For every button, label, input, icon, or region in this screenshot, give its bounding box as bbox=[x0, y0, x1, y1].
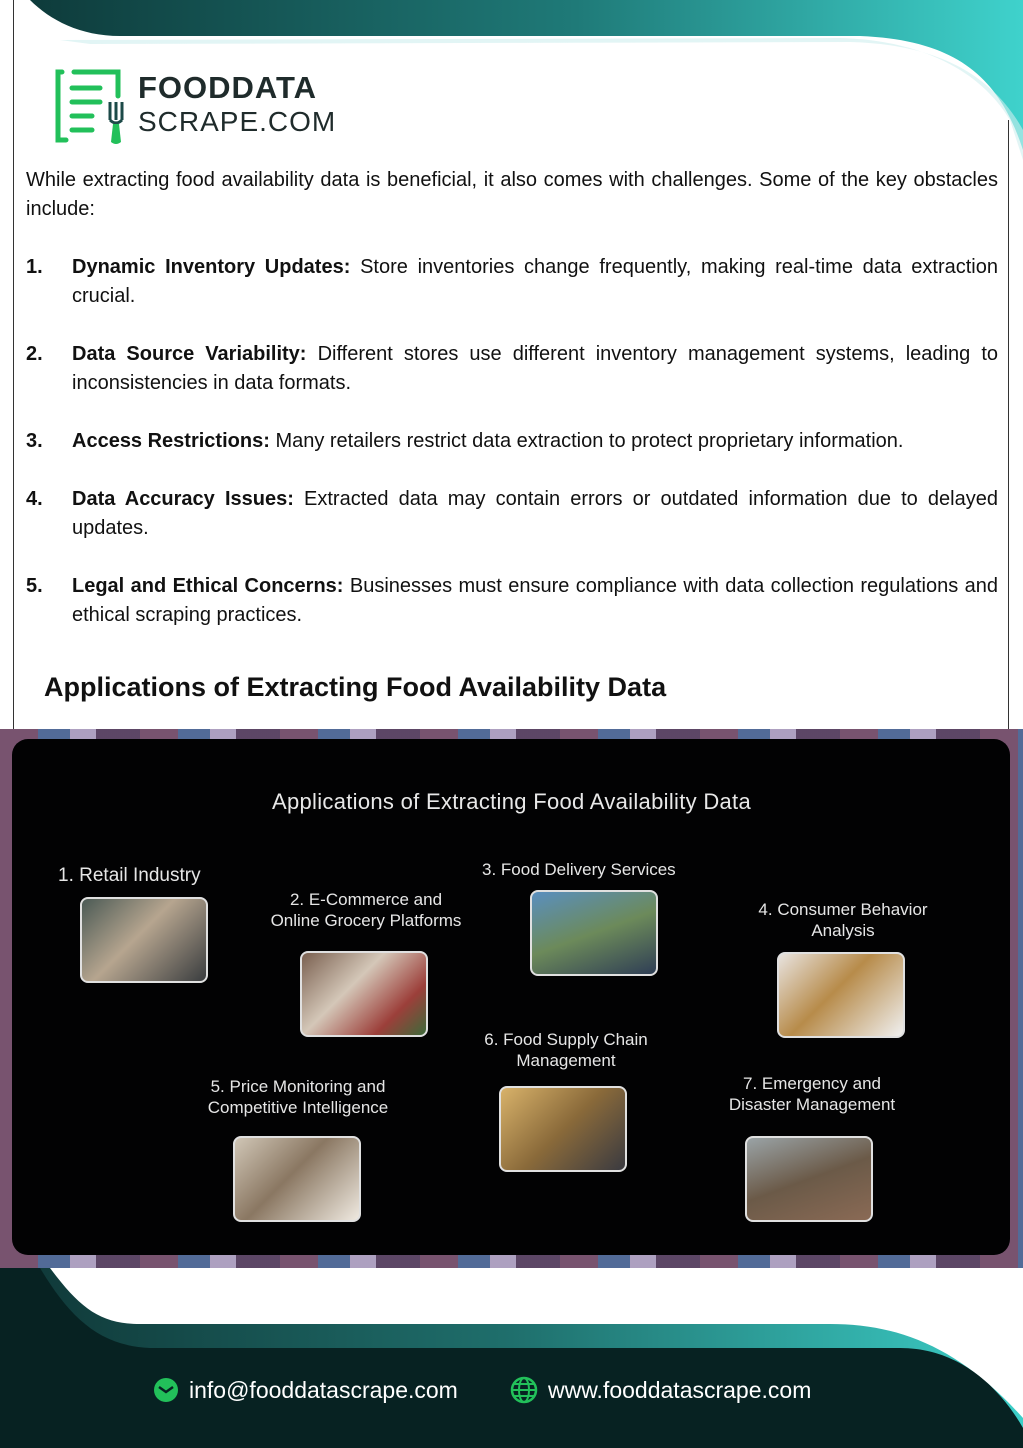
info-label-delivery: 3. Food Delivery Services bbox=[482, 860, 676, 879]
list-text: Different stores use different inventory management systems, leading to inconsistencies in data formats. bbox=[72, 343, 999, 394]
emergency-photo bbox=[745, 1136, 873, 1222]
list-text: Extracted data may contain errors or outdated information due to delayed updates. bbox=[72, 488, 998, 539]
list-item bbox=[26, 572, 998, 630]
website-text: www.fooddatascrape.com bbox=[548, 1376, 812, 1403]
page-border-right bbox=[1008, 120, 1009, 730]
email-text: info@fooddatascrape.com bbox=[189, 1376, 458, 1403]
list-item bbox=[26, 253, 998, 311]
list-item bbox=[26, 427, 998, 456]
section-heading: Applications of Extracting Food Availability Data bbox=[44, 672, 667, 702]
list-text: Businesses must ensure compliance with data collection regulations and ethical scraping practices. bbox=[72, 575, 999, 626]
list-number: 3. bbox=[26, 430, 43, 452]
footer-decoration bbox=[0, 1268, 1023, 1448]
article-body bbox=[26, 166, 998, 659]
info-label-consumer: 4. Consumer Behavior Analysis bbox=[758, 900, 928, 940]
info-label-supply: 6. Food Supply Chain Management bbox=[484, 1030, 648, 1070]
list-text: Many retailers restrict data extraction to protect proprietary information. bbox=[275, 430, 904, 452]
list-term: Data Source Variability: bbox=[72, 343, 307, 365]
intro-paragraph: While extracting food availability data is beneficial, it also comes with challenges. Some of the key obstacles include: bbox=[26, 169, 998, 220]
list-item bbox=[26, 485, 998, 543]
price-photo bbox=[233, 1136, 361, 1222]
info-label-price: 5. Price Monitoring and Competitive Intelligence bbox=[207, 1077, 389, 1117]
list-number: 2. bbox=[26, 343, 43, 365]
ecommerce-photo bbox=[300, 951, 428, 1037]
footer-email[interactable] bbox=[153, 1374, 458, 1406]
list-number: 4. bbox=[26, 488, 43, 510]
page-border-left bbox=[13, 0, 14, 730]
challenges-list bbox=[26, 253, 998, 630]
brand-name-line2: SCRAPE.COM bbox=[138, 106, 337, 137]
applications-infographic bbox=[0, 729, 1023, 1269]
brand-name-line1: FOODDATA bbox=[138, 70, 318, 105]
list-term: Legal and Ethical Concerns: bbox=[72, 575, 344, 597]
info-label-emergency: 7. Emergency and Disaster Management bbox=[728, 1074, 896, 1114]
info-label-ecommerce: 2. E-Commerce and Online Grocery Platforms bbox=[270, 890, 462, 930]
infographic-title: Applications of Extracting Food Availability Data bbox=[272, 789, 751, 814]
list-item bbox=[26, 340, 998, 398]
list-number: 5. bbox=[26, 575, 43, 597]
consumer-photo bbox=[777, 952, 905, 1038]
footer-website[interactable] bbox=[510, 1374, 811, 1406]
retail-photo bbox=[80, 897, 208, 983]
list-term: Access Restrictions: bbox=[72, 430, 270, 452]
brand-logo bbox=[52, 64, 352, 148]
list-term: Data Accuracy Issues: bbox=[72, 488, 294, 510]
supply-photo bbox=[499, 1086, 627, 1172]
delivery-photo bbox=[530, 890, 658, 976]
list-term: Dynamic Inventory Updates: bbox=[72, 256, 351, 278]
document-fork-icon bbox=[52, 66, 128, 144]
email-icon bbox=[153, 1377, 179, 1403]
list-number: 1. bbox=[26, 256, 43, 278]
info-label-retail: 1. Retail Industry bbox=[58, 865, 201, 886]
list-text: Store inventories change frequently, making real-time data extraction crucial. bbox=[72, 256, 998, 307]
globe-icon bbox=[510, 1376, 538, 1404]
